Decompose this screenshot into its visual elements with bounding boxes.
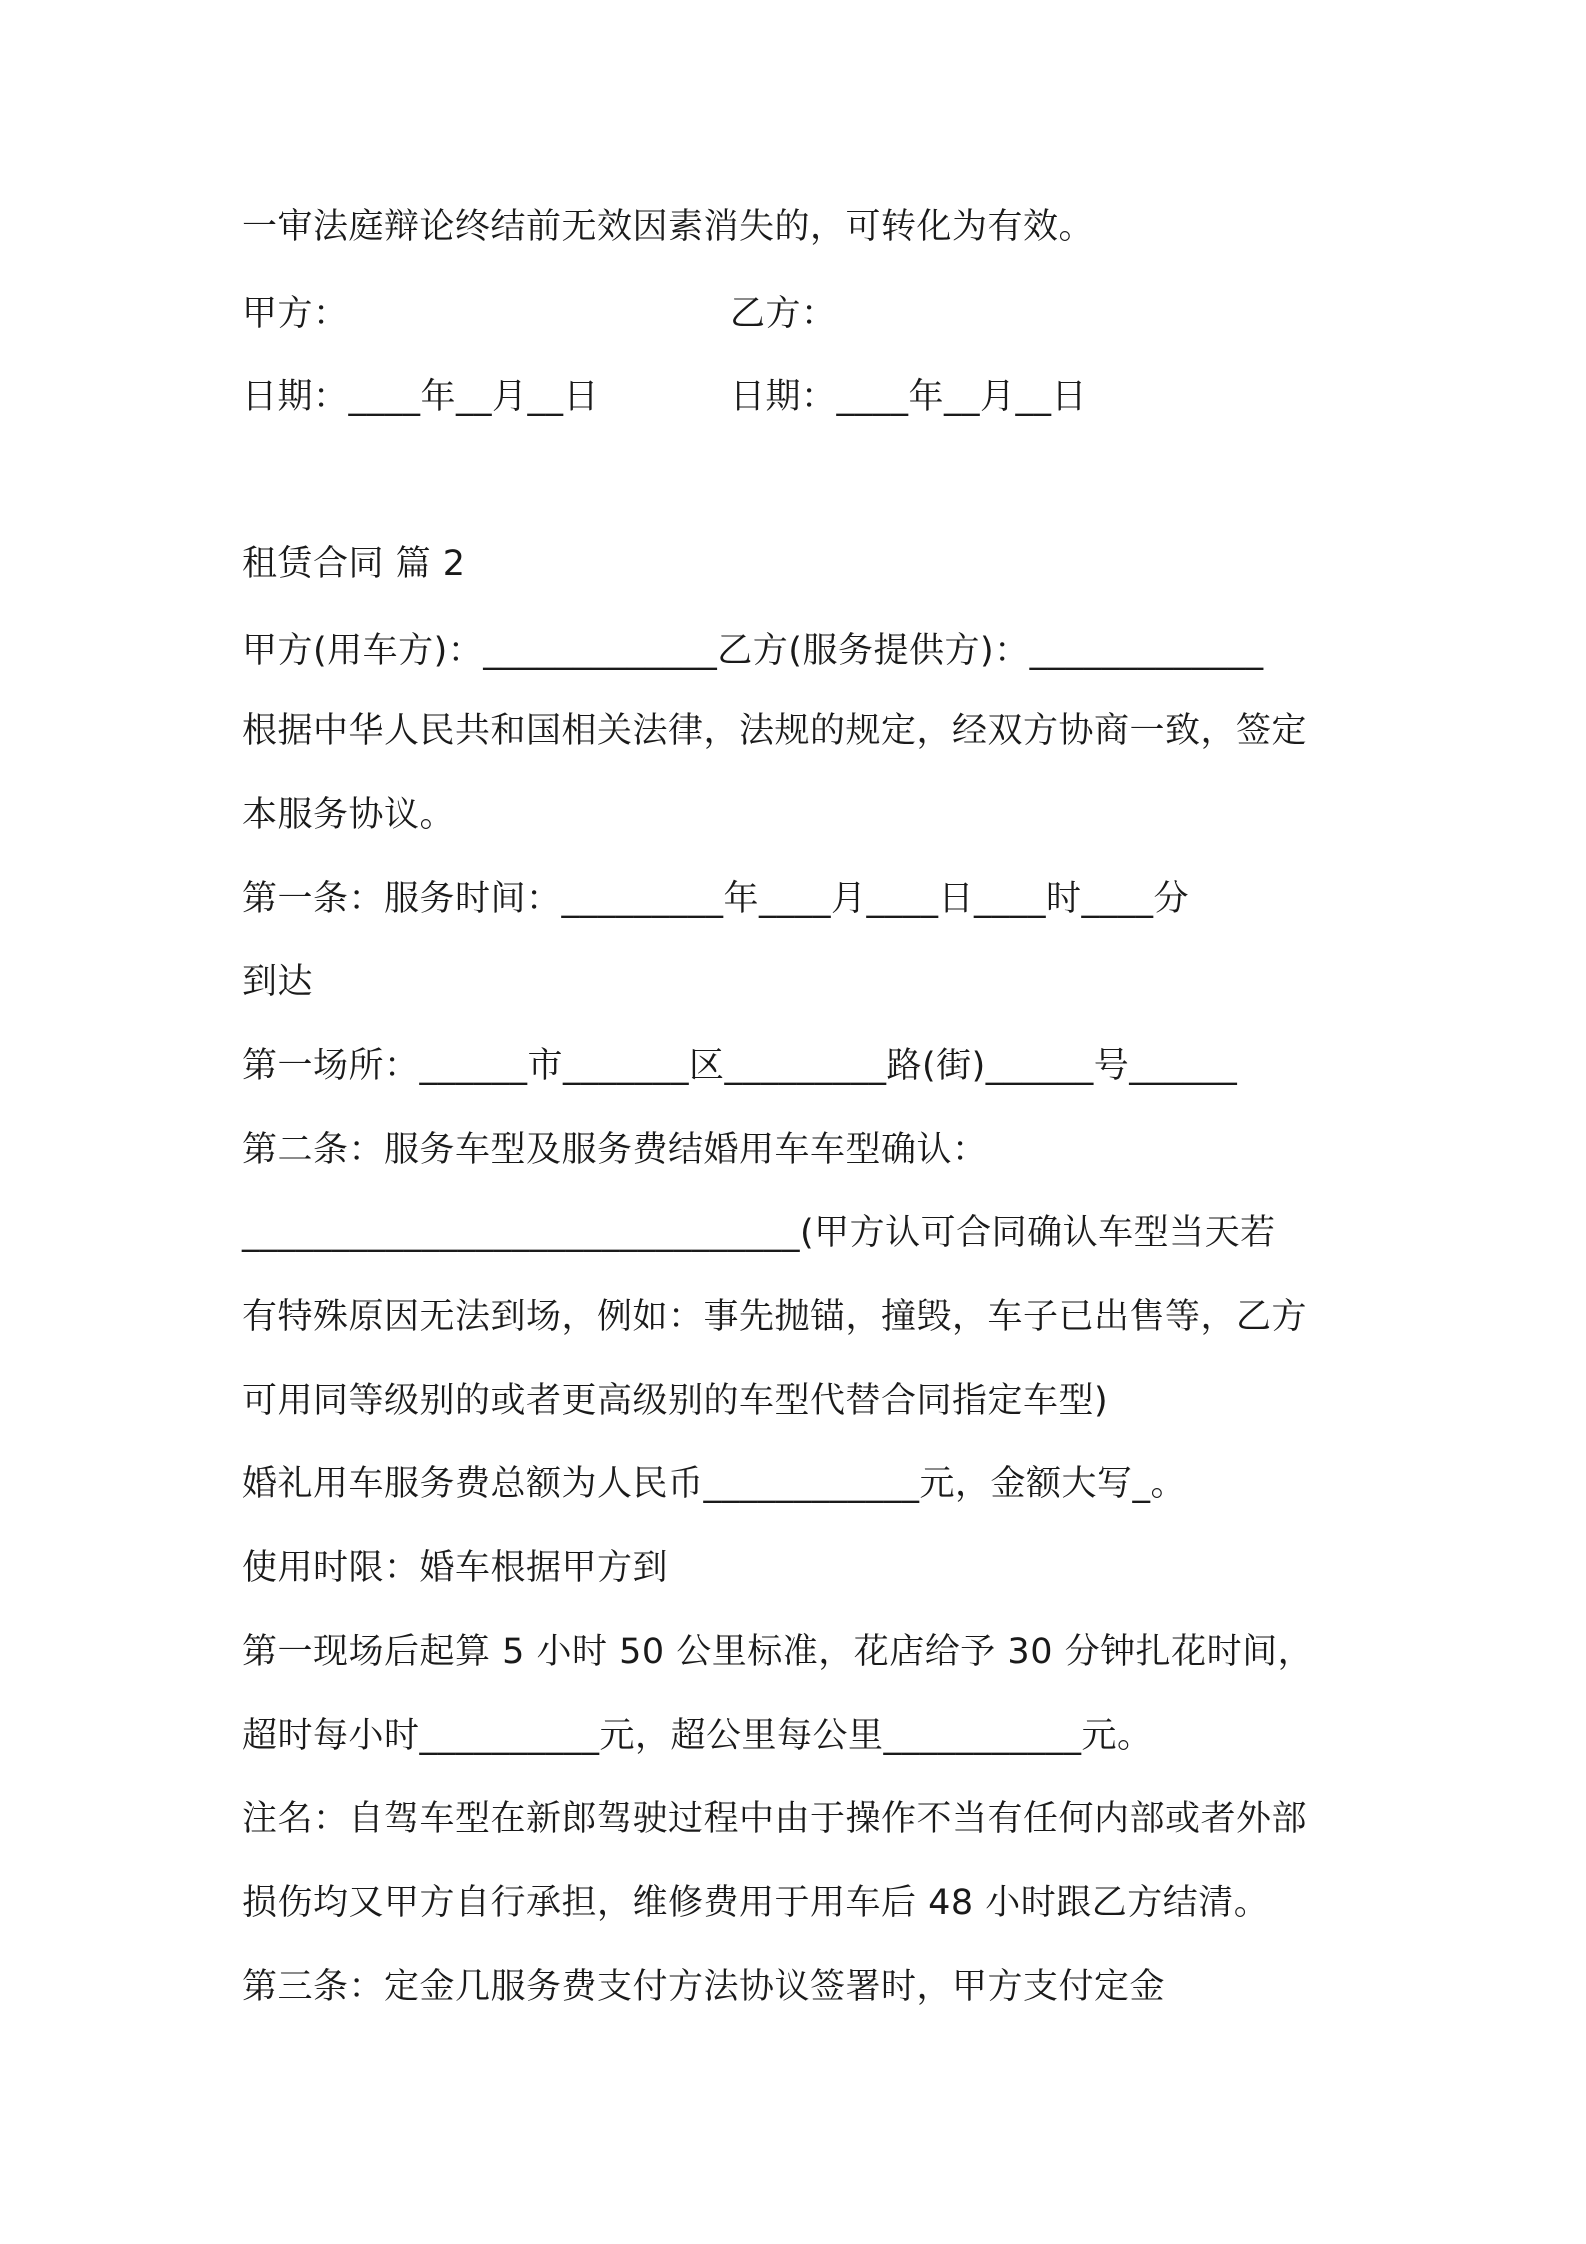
paragraph-line: 本服务协议。	[242, 795, 456, 835]
paragraph-line: 损伤均又甲方自行承担，维修费用于用车后 48 小时跟乙方结清。	[242, 1883, 1270, 1923]
paragraph-line: 第一现场后起算 5 小时 50 公里标准，花店给予 30 分钟扎花时间，	[242, 1632, 1314, 1672]
paragraph-line: 第一场所：______市_______区_________路(街)______号______	[242, 1046, 1238, 1086]
paragraph-line: 根据中华人民共和国相关法律，法规的规定，经双方协商一致，签定	[242, 711, 1308, 751]
paragraph-line: 有特殊原因无法到场，例如：事先抛锚，撞毁，车子已出售等，乙方	[242, 1297, 1308, 1337]
party-b-label: 乙方：	[730, 294, 837, 334]
signature-party-row	[242, 291, 837, 337]
paragraph-line: 第一条：服务时间：_________年____月____日____时____分	[242, 879, 1190, 919]
paragraph-line: 可用同等级别的或者更高级别的车型代替合同指定车型)	[242, 1381, 1109, 1421]
paragraph-line: _______________________________(甲方认可合同确认车型当天若	[242, 1213, 1276, 1253]
paragraph-line: 到达	[242, 962, 314, 1002]
date-b-label: 日期：____年__月__日	[730, 377, 1088, 417]
paragraph-line: 婚礼用车服务费总额为人民币____________元，金额大写_。	[242, 1464, 1187, 1504]
party-a-label: 甲方：	[242, 294, 349, 334]
paragraph-line: 使用时限：婚车根据甲方到	[242, 1548, 669, 1588]
date-a-label: 日期：____年__月__日	[242, 377, 600, 417]
paragraph-line: 注名：自驾车型在新郎驾驶过程中由于操作不当有任何内部或者外部	[242, 1799, 1308, 1839]
paragraph-line: 第二条：服务车型及服务费结婚用车车型确认：	[242, 1130, 988, 1170]
paragraph-line: 甲方(用车方)：_____________乙方(服务提供方)：_____________	[242, 631, 1264, 671]
paragraph-line: 一审法庭辩论终结前无效因素消失的，可转化为有效。	[242, 207, 1095, 247]
paragraph-line: 第三条：定金几服务费支付方法协议签署时，甲方支付定金	[242, 1967, 1166, 2007]
paragraph-line: 超时每小时__________元，超公里每公里___________元。	[242, 1716, 1153, 1756]
signature-date-row	[242, 374, 1088, 420]
section-heading: 租赁合同 篇 2	[242, 544, 466, 584]
